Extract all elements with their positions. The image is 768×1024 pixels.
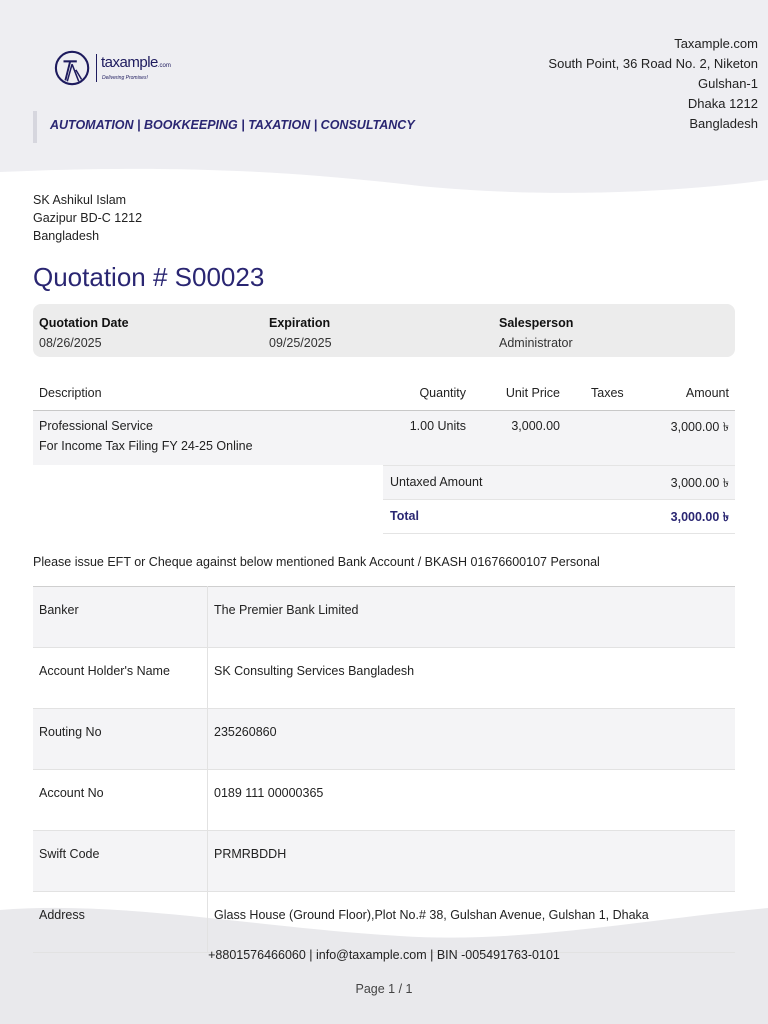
line-amount: 3,000.00 ৳ (670, 420, 729, 434)
company-address-line: South Point, 36 Road No. 2, Niketon (548, 56, 758, 71)
bank-field-value: The Premier Bank Limited (208, 587, 736, 648)
table-row (33, 831, 735, 892)
table-row (33, 648, 735, 709)
quotation-date-value: 08/26/2025 (39, 336, 102, 350)
expiration-value: 09/25/2025 (269, 336, 332, 350)
table-row (33, 709, 735, 770)
table-row (33, 892, 735, 953)
company-address-line: Bangladesh (689, 116, 758, 131)
customer-address-line: Gazipur BD-C 1212 (33, 211, 143, 225)
total-label: Total (390, 509, 419, 523)
table-row (33, 587, 735, 648)
table-row (33, 411, 735, 465)
column-header-description: Description (39, 386, 102, 400)
line-unit-price: 3,000.00 (511, 419, 560, 433)
column-header-taxes: Taxes (591, 386, 624, 400)
company-address-line: Taxample.com (674, 36, 758, 51)
payment-instructions: Please issue EFT or Cheque against below mentioned Bank Account / BKASH 01676600107 Personal (33, 555, 600, 569)
bank-field-value: 235260860 (208, 709, 736, 770)
line-description: Professional Service (39, 419, 153, 433)
bank-field-value: 0189 111 00000365 (208, 770, 736, 831)
salesperson-block (499, 313, 573, 353)
customer-address-line: Bangladesh (33, 229, 100, 243)
bank-field-label: Address (33, 892, 208, 953)
expiration-block (269, 313, 332, 353)
company-logo (54, 48, 171, 88)
expiration-label: Expiration (269, 316, 331, 330)
salesperson-label: Salesperson (499, 316, 574, 330)
quotation-info-box (33, 304, 735, 357)
bank-field-label: Account No (33, 770, 208, 831)
quotation-title: Quotation # S00023 (33, 262, 265, 292)
column-header-amount: Amount (685, 386, 729, 400)
total-row (383, 499, 735, 534)
company-address-line: Gulshan-1 (698, 76, 758, 91)
bank-field-label: Account Holder's Name (33, 648, 208, 709)
total-value: 3,000.00 ৳ (670, 510, 729, 524)
table-row (33, 770, 735, 831)
untaxed-amount-label: Untaxed Amount (390, 475, 483, 489)
customer-address (33, 191, 142, 245)
bank-field-value: Glass House (Ground Floor),Plot No.# 38, Gulshan Avenue, Gulshan 1, Dhaka (208, 892, 736, 953)
logo-tagline: Delivering Promises! (102, 74, 148, 81)
bank-field-label: Swift Code (33, 831, 208, 892)
bank-details-table (33, 586, 735, 953)
bank-field-label: Routing No (33, 709, 208, 770)
quotation-date-label: Quotation Date (39, 316, 129, 330)
bank-field-value: SK Consulting Services Bangladesh (208, 648, 736, 709)
line-description-detail: For Income Tax Filing FY 24-25 Online (39, 439, 253, 453)
quotation-date-block (39, 313, 129, 353)
bank-field-value: PRMRBDDH (208, 831, 736, 892)
customer-name: SK Ashikul Islam (33, 193, 127, 207)
untaxed-amount-row (383, 465, 735, 500)
logo-divider (96, 54, 97, 82)
untaxed-amount-value: 3,000.00 ৳ (670, 476, 729, 490)
column-header-quantity: Quantity (419, 386, 466, 400)
salesperson-value: Administrator (499, 336, 573, 350)
line-quantity: 1.00 Units (409, 419, 466, 433)
footer-contact-info: +8801576466060 | info@taxample.com | BIN -005491763-0101 (208, 948, 560, 962)
logo-emblem-icon (54, 48, 92, 88)
company-address-line: Dhaka 1212 (687, 96, 758, 111)
page-number: Page 1 / 1 (355, 982, 413, 996)
bank-field-label: Banker (33, 587, 208, 648)
tagline-accent-bar (33, 111, 37, 143)
column-header-unit-price: Unit Price (505, 386, 560, 400)
logo-wordmark: taxample.com (101, 53, 171, 71)
company-tagline: AUTOMATION | BOOKKEEPING | TAXATION | CONSULTANCY (50, 118, 415, 132)
company-address (548, 34, 758, 134)
